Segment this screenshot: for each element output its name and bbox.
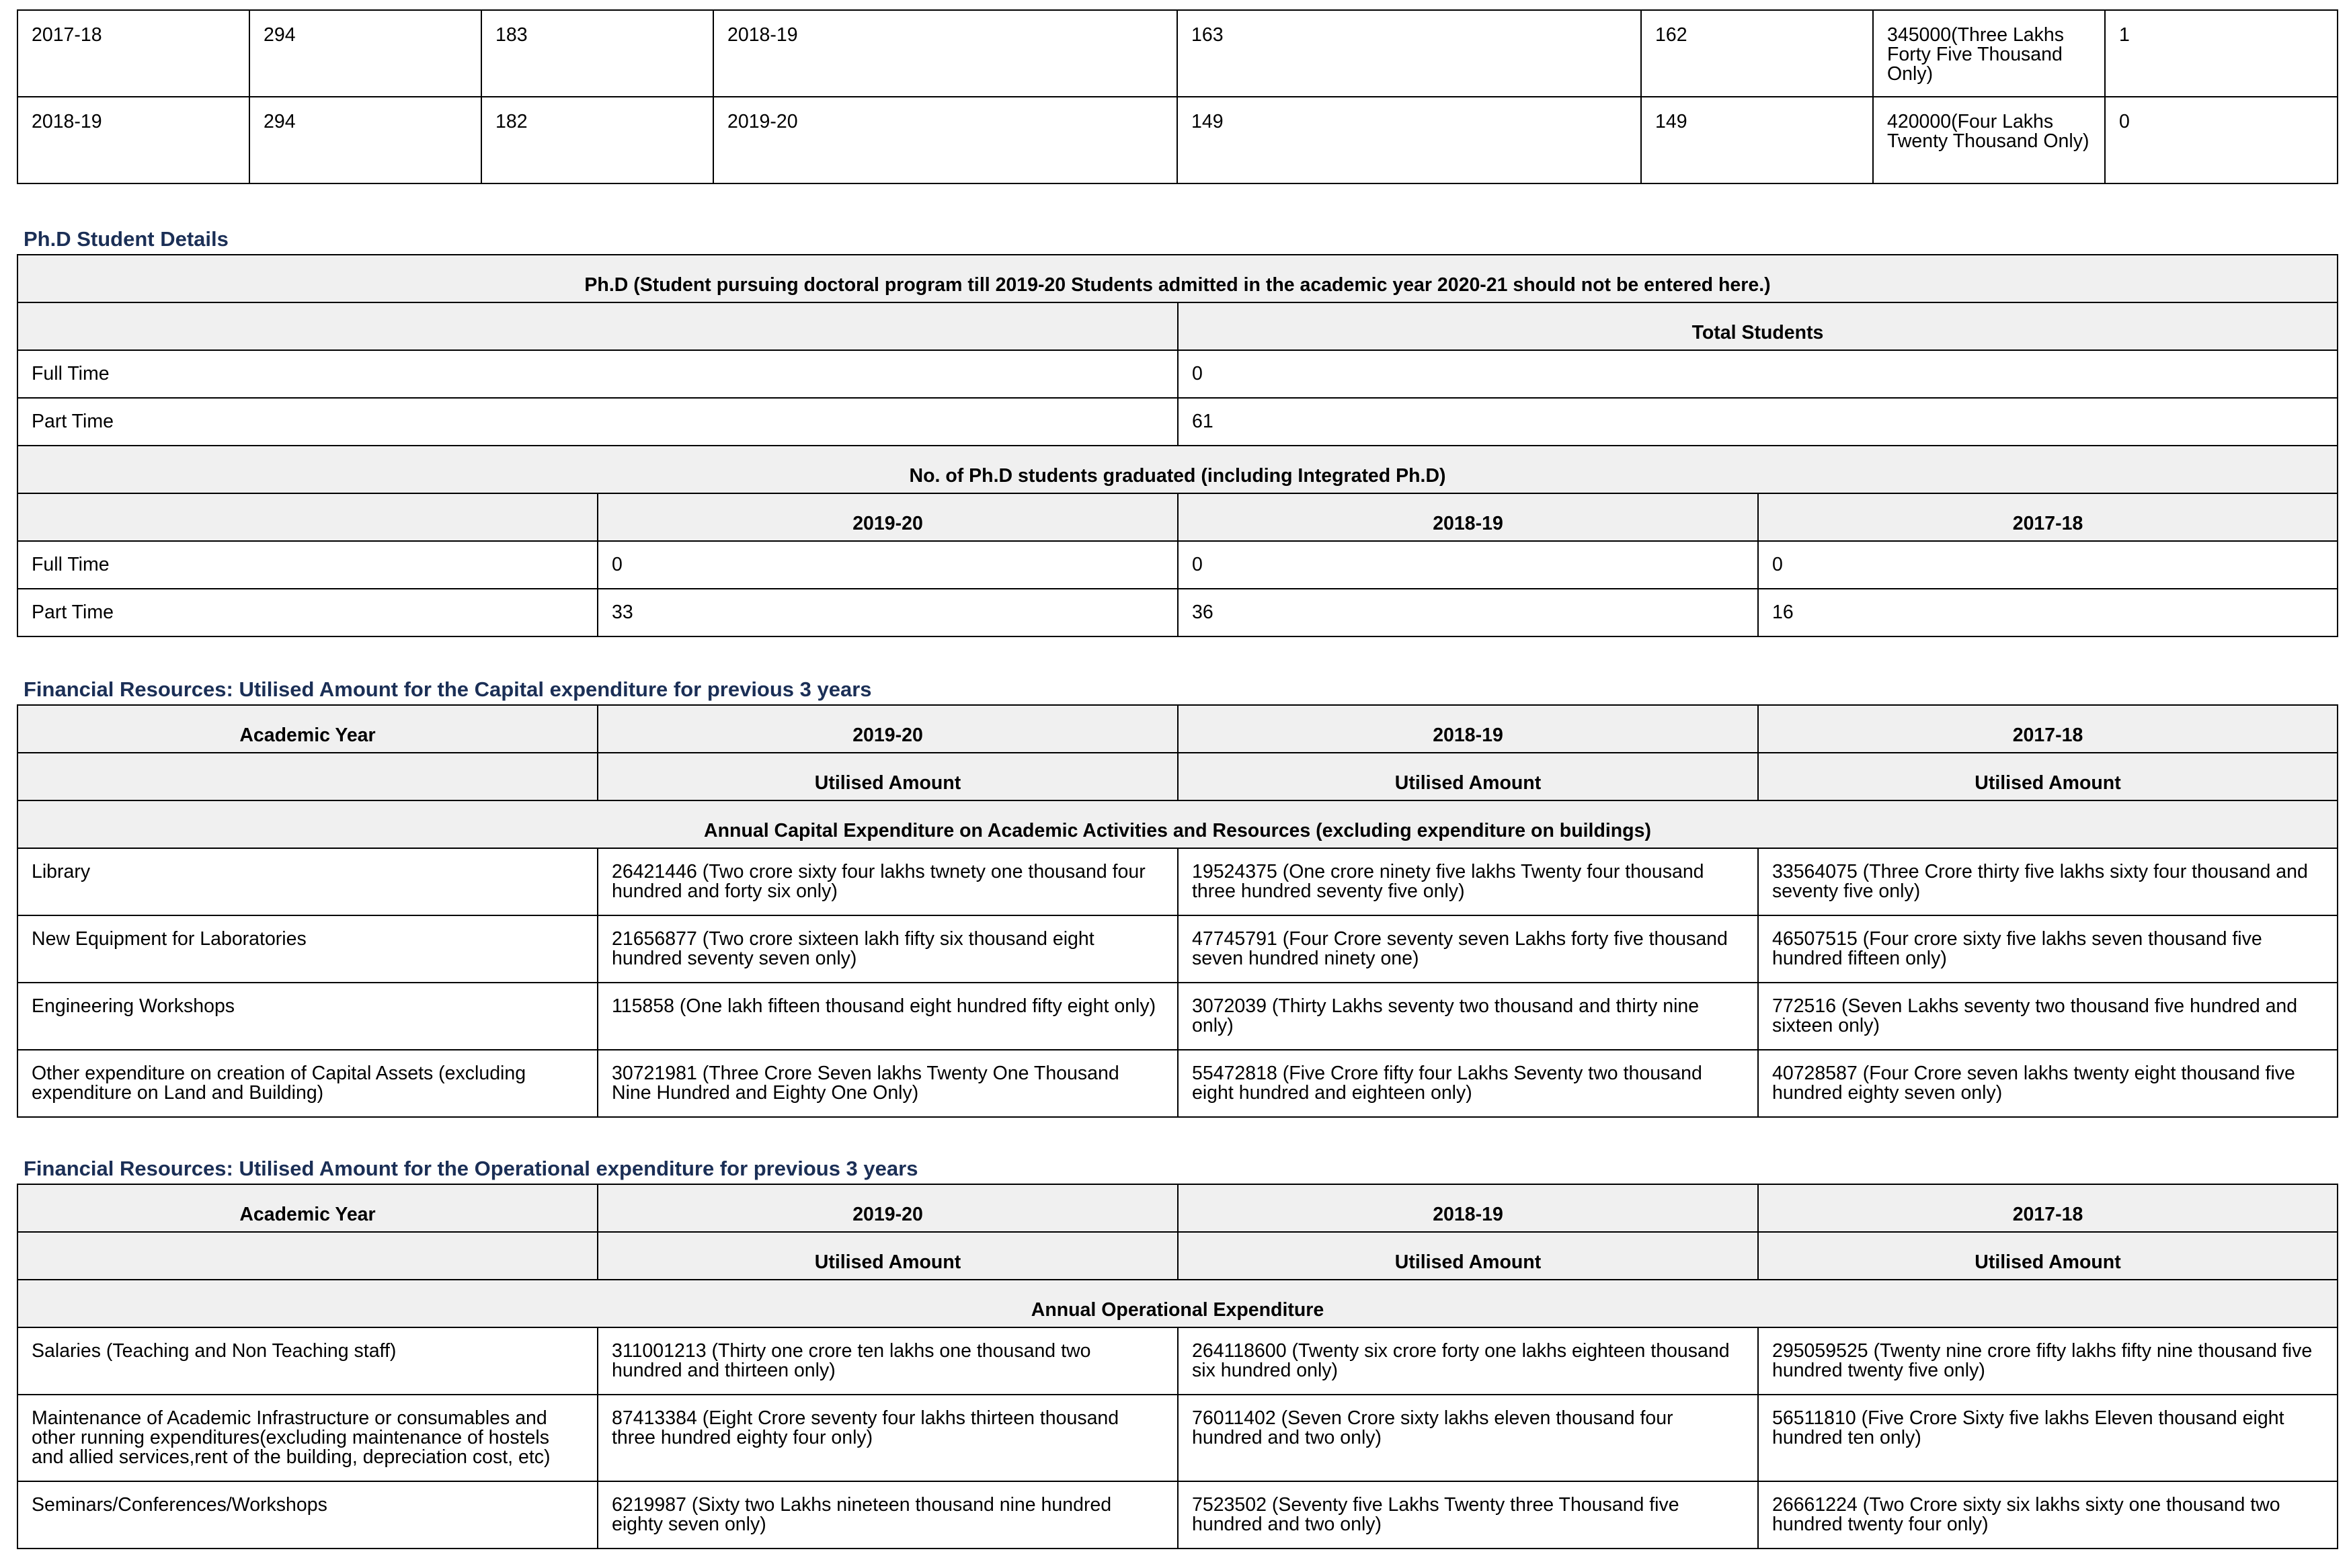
table-row [17, 848, 2338, 915]
phd-section-title: Ph.D Student Details [24, 227, 229, 251]
table-cell: 6219987 (Sixty two Lakhs nineteen thousand nine hundred eighty seven only) [598, 1481, 1178, 1549]
year-header: 2019-20 [598, 493, 1178, 541]
table-cell: 115858 (One lakh fifteen thousand eight hundred fifty eight only) [598, 983, 1178, 1050]
row-label: Salaries (Teaching and Non Teaching staff) [17, 1327, 598, 1395]
table-cell: 149 [1177, 97, 1641, 183]
table-cell: 2019-20 [713, 97, 1177, 183]
table-cell: 295059525 (Twenty nine crore fifty lakhs fifty nine thousand five hundred twenty five only) [1758, 1327, 2338, 1395]
table-cell: 2018-19 [713, 10, 1177, 97]
table-row [17, 705, 2338, 753]
table-cell: 47745791 (Four Crore seventy seven Lakhs forty five thousand seven hundred ninety one) [1178, 915, 1758, 983]
table-row [17, 302, 2338, 350]
row-label: Part Time [17, 589, 598, 636]
table-cell: 0 [2105, 97, 2338, 183]
table-row [17, 1395, 2338, 1481]
table-cell: 311001213 (Thirty one crore ten lakhs one thousand two hundred and thirteen only) [598, 1327, 1178, 1395]
table-cell: 2018-19 [17, 97, 249, 183]
operational-banner: Annual Operational Expenditure [17, 1280, 2338, 1327]
table-cell: 1 [2105, 10, 2338, 97]
table-cell: 182 [481, 97, 713, 183]
table-row [17, 915, 2338, 983]
row-label: Seminars/Conferences/Workshops [17, 1481, 598, 1549]
row-label: Engineering Workshops [17, 983, 598, 1050]
capital-banner: Annual Capital Expenditure on Academic Activities and Resources (excluding expenditure on buildings) [17, 800, 2338, 848]
year-header: 2017-18 [1758, 705, 2338, 753]
table-cell: 26421446 (Two crore sixty four lakhs twnety one thousand four hundred and forty six only) [598, 848, 1178, 915]
table-row [17, 255, 2338, 302]
table-row [17, 97, 2338, 183]
table-cell: 40728587 (Four Crore seven lakhs twenty eight thousand five hundred eighty seven only) [1758, 1050, 2338, 1117]
table-row [17, 589, 2338, 636]
table-cell: 33 [598, 589, 1178, 636]
table-cell [17, 1232, 598, 1280]
table-cell: 0 [1178, 541, 1758, 589]
report-page [17, 9, 2337, 1549]
utilised-amount-header: Utilised Amount [1758, 1232, 2338, 1280]
utilised-amount-header: Utilised Amount [1178, 1232, 1758, 1280]
academic-year-header: Academic Year [17, 1184, 598, 1232]
year-header: 2017-18 [1758, 493, 2338, 541]
table-row [17, 350, 2338, 398]
table-row [17, 1481, 2338, 1549]
table-row [17, 1280, 2338, 1327]
utilised-amount-header: Utilised Amount [598, 1232, 1178, 1280]
table-cell: 33564075 (Three Crore thirty five lakhs sixty four thousand and seventy five only) [1758, 848, 2338, 915]
table-cell: 0 [598, 541, 1178, 589]
table-cell: 21656877 (Two crore sixteen lakh fifty six thousand eight hundred seventy seven only) [598, 915, 1178, 983]
table-cell: 162 [1641, 10, 1873, 97]
operational-section-title: Financial Resources: Utilised Amount for the Operational expenditure for previous 3 years [24, 1157, 918, 1180]
row-label: Full Time [17, 541, 598, 589]
table-cell: 19524375 (One crore ninety five lakhs Twenty four thousand three hundred seventy five only) [1178, 848, 1758, 915]
table-cell: 26661224 (Two Crore sixty six lakhs sixty one thousand two hundred twenty four only) [1758, 1481, 2338, 1549]
table-cell: 0 [1758, 541, 2338, 589]
table-cell: 30721981 (Three Crore Seven lakhs Twenty One Thousand Nine Hundred and Eighty One Only) [598, 1050, 1178, 1117]
table-cell: 163 [1177, 10, 1641, 97]
table-cell: 772516 (Seven Lakhs seventy two thousand five hundred and sixteen only) [1758, 983, 2338, 1050]
table-row [17, 1327, 2338, 1395]
table-cell: 61 [1178, 398, 2338, 446]
year-header: 2018-19 [1178, 705, 1758, 753]
graduated-banner: No. of Ph.D students graduated (including Integrated Ph.D) [17, 446, 2338, 493]
capital-section-title: Financial Resources: Utilised Amount for the Capital expenditure for previous 3 years [24, 677, 872, 701]
table-cell: 294 [249, 97, 481, 183]
table-cell: 36 [1178, 589, 1758, 636]
table-row [17, 1050, 2338, 1117]
table-row [17, 1232, 2338, 1280]
table-cell: 76011402 (Seven Crore sixty lakhs eleven thousand four hundred and two only) [1178, 1395, 1758, 1481]
table-cell: 420000(Four Lakhs Twenty Thousand Only) [1873, 97, 2105, 183]
row-label: Maintenance of Academic Infrastructure or consumables and other running expenditures(excluding maintenance of hostels and allied services,rent of the building, depreciation cost, etc) [17, 1395, 598, 1481]
year-header: 2019-20 [598, 1184, 1178, 1232]
table-cell: 183 [481, 10, 713, 97]
year-header: 2018-19 [1178, 493, 1758, 541]
table-cell: 2017-18 [17, 10, 249, 97]
total-students-header: Total Students [1178, 302, 2338, 350]
utilised-amount-header: Utilised Amount [1178, 753, 1758, 800]
table-cell [17, 493, 598, 541]
phd-table [17, 254, 2338, 637]
table-row [17, 753, 2338, 800]
table-cell: 55472818 (Five Crore fifty four Lakhs Seventy two thousand eight hundred and eighteen only) [1178, 1050, 1758, 1117]
table-cell: 87413384 (Eight Crore seventy four lakhs thirteen thousand three hundred eighty four only) [598, 1395, 1178, 1481]
row-label: Other expenditure on creation of Capital Assets (excluding expenditure on Land and Building) [17, 1050, 598, 1117]
table-row [17, 398, 2338, 446]
table-row [17, 1184, 2338, 1232]
table-cell: 56511810 (Five Crore Sixty five lakhs Eleven thousand eight hundred ten only) [1758, 1395, 2338, 1481]
table-cell [17, 302, 1178, 350]
phd-banner: Ph.D (Student pursuing doctoral program till 2019-20 Students admitted in the academic year 2020-21 should not be entered here.) [17, 255, 2338, 302]
year-header: 2019-20 [598, 705, 1178, 753]
year-header: 2017-18 [1758, 1184, 2338, 1232]
table-cell: 3072039 (Thirty Lakhs seventy two thousand and thirty nine only) [1178, 983, 1758, 1050]
utilised-amount-header: Utilised Amount [598, 753, 1178, 800]
operational-expenditure-table [17, 1184, 2338, 1549]
table-row [17, 493, 2338, 541]
placement-table [17, 9, 2338, 184]
table-row [17, 10, 2338, 97]
table-row [17, 800, 2338, 848]
table-cell: 16 [1758, 589, 2338, 636]
table-cell: 46507515 (Four crore sixty five lakhs seven thousand five hundred fifteen only) [1758, 915, 2338, 983]
row-label: Full Time [17, 350, 1178, 398]
table-cell: 0 [1178, 350, 2338, 398]
row-label: Library [17, 848, 598, 915]
utilised-amount-header: Utilised Amount [1758, 753, 2338, 800]
table-row [17, 541, 2338, 589]
table-cell: 7523502 (Seventy five Lakhs Twenty three Thousand five hundred and two only) [1178, 1481, 1758, 1549]
row-label: Part Time [17, 398, 1178, 446]
table-cell [17, 753, 598, 800]
table-cell: 345000(Three Lakhs Forty Five Thousand Only) [1873, 10, 2105, 97]
table-cell: 149 [1641, 97, 1873, 183]
academic-year-header: Academic Year [17, 705, 598, 753]
capital-expenditure-table [17, 704, 2338, 1118]
table-cell: 294 [249, 10, 481, 97]
table-row [17, 983, 2338, 1050]
table-row [17, 446, 2338, 493]
table-cell: 264118600 (Twenty six crore forty one lakhs eighteen thousand six hundred only) [1178, 1327, 1758, 1395]
row-label: New Equipment for Laboratories [17, 915, 598, 983]
year-header: 2018-19 [1178, 1184, 1758, 1232]
